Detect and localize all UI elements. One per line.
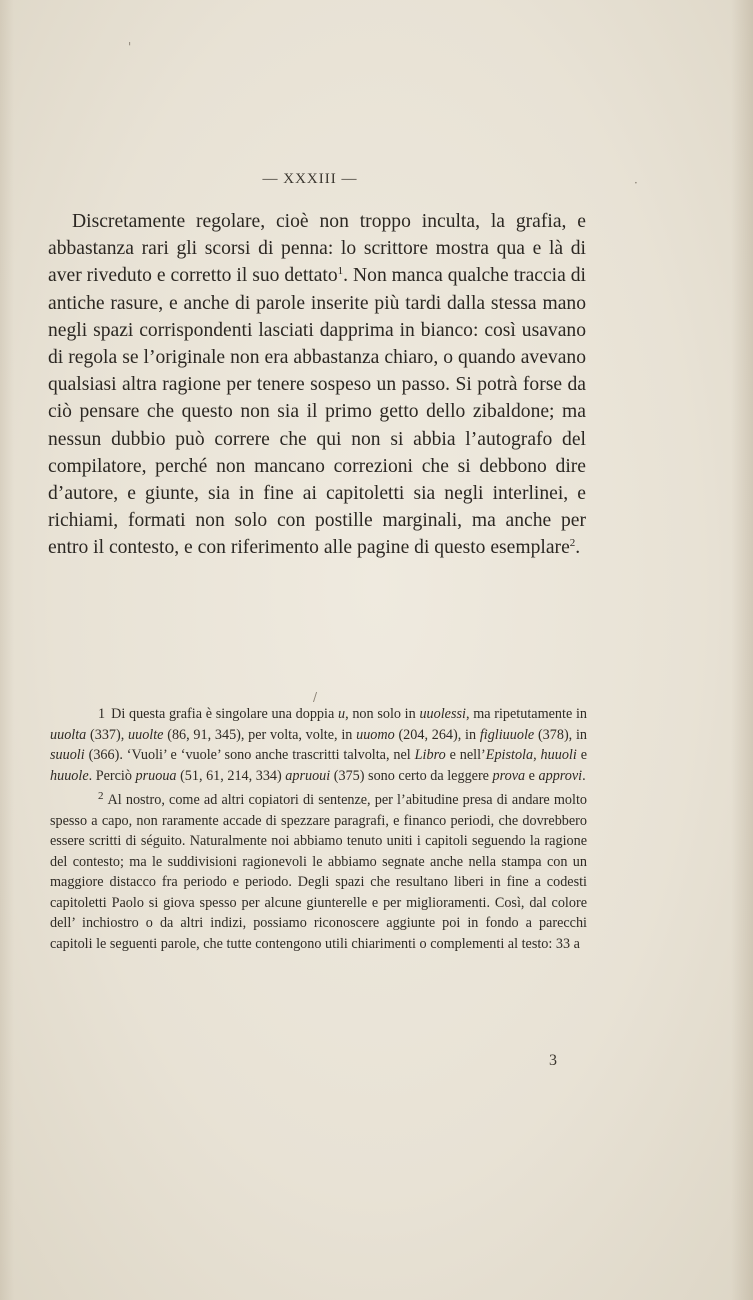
footnote-italic-text: huuole bbox=[50, 767, 89, 784]
footnote-italic-text: Epistola bbox=[485, 747, 534, 763]
footnotes bbox=[50, 704, 587, 954]
footnote-text: , non solo in bbox=[345, 706, 420, 722]
footnote-reference[interactable]: 2 bbox=[569, 537, 576, 550]
footnote-text: . bbox=[582, 767, 586, 784]
footnote-italic-text: apruoui bbox=[285, 767, 331, 784]
footnote-marker: 1 bbox=[98, 706, 106, 722]
paper-speck: / bbox=[313, 690, 318, 704]
footnote-text: (337), bbox=[86, 726, 129, 743]
body-text-part: . Non manca qualche traccia di antiche rasure, e anche di parole inserite più tardi dalla stessa mano negli spazi corrispondenti lasciati dapprima in bianco: così usavano di regola se l’originale non era abbastanza chiaro, o quando avevano qualsiasi altra ragione per tenere sospeso un passo. Si potrà forse da ciò pensare che questo non sia il primo getto dello zibaldone; ma nessun dubbio può correre che qui non si abbia l’autografo del compilatore, perché non mancano correzioni che si debbono dire d’autore, e giunte, sia in fine ai capitoletti sia negli interlinei, e richiami, formati non solo con postille marginali, ma anche per entro il contesto, e con riferimento alle pagine di questo esemplare bbox=[48, 265, 586, 559]
footnote-text: (375) sono certo da leggere bbox=[330, 767, 493, 784]
page-left-shadow bbox=[0, 0, 14, 1300]
footnote-text: e bbox=[525, 767, 539, 784]
page-number: — XXXIII — bbox=[262, 171, 358, 187]
footnote-italic-text: uuolessi bbox=[419, 706, 466, 722]
footnote-italic-text: uuolte bbox=[128, 726, 164, 743]
footnote-marker: 2 bbox=[98, 790, 104, 802]
footnote-text: (366). ‘Vuoli’ e ‘vuole’ sono anche trascritti talvolta, nel bbox=[84, 747, 415, 763]
footnote-italic-text: pruoua bbox=[135, 767, 177, 784]
page-right-shadow bbox=[731, 0, 753, 1300]
footnote-text: e nell’ bbox=[445, 747, 486, 763]
footnote-text: (86, 91, 345), per volta, volte, in bbox=[163, 726, 357, 743]
body-text bbox=[48, 208, 586, 562]
footnote-text: Al nostro, come ad altri copiatori di sentenze, per l’abitudine presa di andare molto spesso a capo, non raramente accade di spezzare paragrafi, e financo periodi, che dovrebbero essere scritti di séguito. Naturalmente noi abbiamo tenuto uniti i capitoli seguendo la ragione del contesto; ma le suddivisioni ragionevoli le abbiamo segnate anche nella stampa con un maggiore distacco fra periodo e periodo. Degli spazi che resultano liberi in fine a codesti capitoletti Paolo si giova spesso per alcune giunterelle e per miglioramenti. Così, dal colore dell’ inchiostro o da altri indizi, possiamo riconoscere aggiunte poi in fondo a parecchi capitoli le seguenti parole, che tutte contengono utili chiarimenti o complementi al testo: 33 a bbox=[50, 792, 587, 952]
body-paragraph bbox=[48, 208, 586, 562]
footnote-text: (51, 61, 214, 334) bbox=[176, 767, 286, 784]
footnote-text: (204, 264), in bbox=[394, 726, 480, 743]
footnote-text: e bbox=[576, 747, 587, 763]
footnote-italic-text: figliuuole bbox=[479, 726, 535, 743]
footnote-italic-text: huuoli bbox=[540, 747, 577, 763]
footnote-text: (378), in bbox=[534, 726, 587, 743]
footnote-text: , ma ripetutamente in bbox=[465, 706, 587, 722]
body-text-part: Discretamente regolare, cioè non troppo inculta, la grafia, e abbastanza rari gli scorsi di penna: lo scrittore mostra qua e là di aver riveduto e corretto il suo dettato bbox=[48, 211, 586, 287]
footnote-italic-text: Libro bbox=[414, 747, 446, 763]
footnote-italic-text: u bbox=[337, 706, 346, 722]
footnote-italic-text: uuolta bbox=[50, 726, 87, 743]
body-text-part: . bbox=[575, 537, 581, 559]
footnote-italic-text: approvi bbox=[538, 767, 583, 784]
footnote-italic-text: prova bbox=[492, 767, 526, 784]
footnote-2 bbox=[50, 786, 587, 954]
paper-speck: · bbox=[634, 176, 638, 190]
footnote-text: . Perciò bbox=[88, 767, 136, 784]
footnote-italic-text: suuoli bbox=[50, 747, 85, 763]
paper-speck: ' bbox=[128, 40, 132, 54]
signature-mark: 3 bbox=[549, 1052, 557, 1069]
footnote-1 bbox=[50, 704, 587, 786]
footnote-text: , bbox=[533, 747, 541, 763]
footnote-reference[interactable]: 1 bbox=[337, 265, 344, 278]
footnote-text: Di questa grafia è singolare una doppia bbox=[111, 706, 338, 722]
footnote-italic-text: uuomo bbox=[356, 726, 395, 743]
